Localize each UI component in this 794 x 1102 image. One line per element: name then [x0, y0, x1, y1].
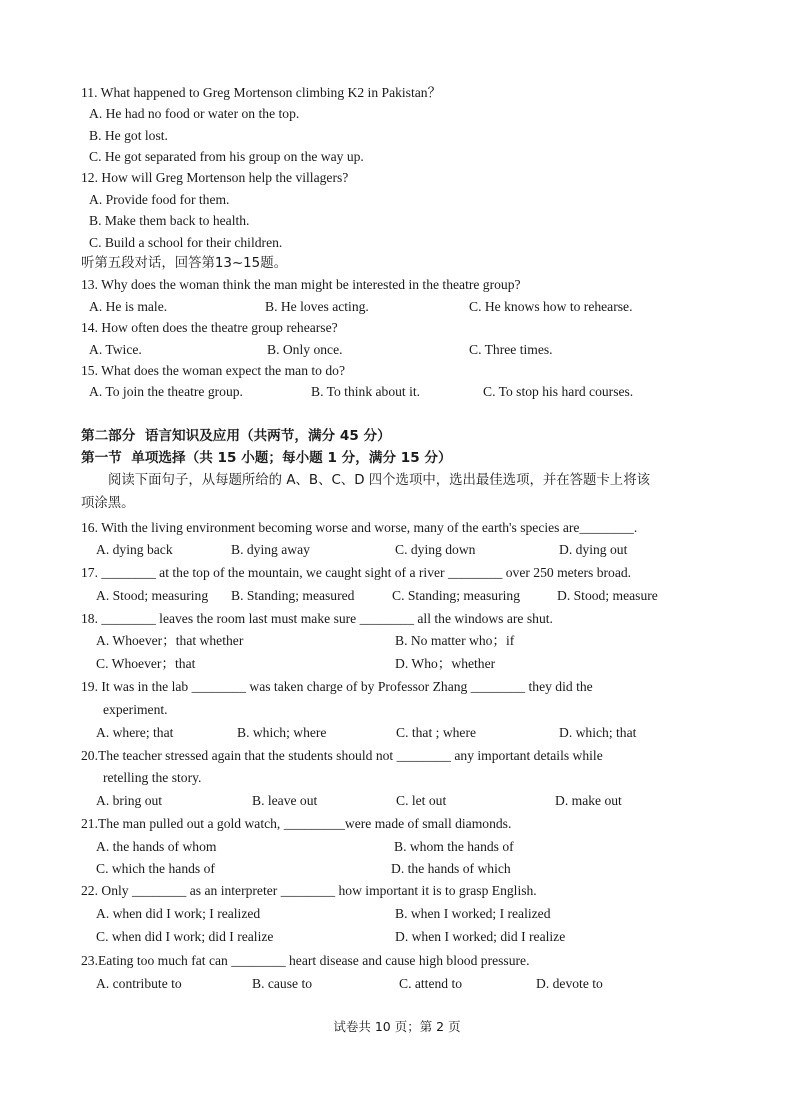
option-11c: C. He got separated from his group on the way up.	[89, 149, 364, 164]
option-17b: B. Standing; measured	[231, 588, 355, 603]
option-18a: A. Whoever；that whether	[96, 633, 244, 648]
dialogue-5-instruction: 听第五段对话，回答第13~15题。	[81, 256, 287, 271]
option-21a: A. the hands of whom	[96, 839, 217, 854]
option-15c: C. To stop his hard courses.	[483, 384, 634, 399]
option-23d: D. devote to	[536, 976, 603, 991]
option-12b: B. Make them back to health.	[89, 213, 250, 228]
instructions-line-2: 项涂黑。	[81, 496, 135, 511]
question-16: 16. With the living environment becoming worse and worse, many of the earth's species are________.	[81, 520, 638, 535]
option-21b: B. whom the hands of	[394, 839, 514, 854]
option-19b: B. which; where	[237, 725, 327, 740]
option-23b: B. cause to	[252, 976, 313, 991]
question-20-continued: retelling the story.	[103, 770, 202, 785]
option-20b: B. leave out	[252, 793, 318, 808]
option-13a: A. He is male.	[89, 299, 168, 314]
instructions-line-1: 阅读下面句子，从每题所给的 A、B、C、D 四个选项中，选出最佳选项，并在答题卡上将该	[108, 473, 650, 488]
question-20: 20.The teacher stressed again that the students should not ________ any important details while	[81, 748, 603, 763]
question-18: 18. ________ leaves the room last must make sure ________ all the windows are shut.	[81, 611, 553, 626]
option-20c: C. let out	[396, 793, 447, 808]
option-18d: D. Who；whether	[395, 656, 496, 671]
question-11: 11. What happened to Greg Mortenson climbing K2 in Pakistan？	[81, 85, 442, 100]
question-22: 22. Only ________ as an interpreter ________ how important it is to grasp English.	[81, 883, 537, 898]
option-16a: A. dying back	[96, 542, 173, 557]
question-17: 17. ________ at the top of the mountain, we caught sight of a river ________ over 250 meters broad.	[81, 565, 632, 580]
option-17a: A. Stood; measuring	[96, 588, 209, 603]
option-18c: C. Whoever；that	[96, 656, 196, 671]
question-12: 12. How will Greg Mortenson help the villagers?	[81, 170, 349, 185]
option-12a: A. Provide food for them.	[89, 192, 230, 207]
option-22d: D. when I worked; did I realize	[395, 929, 566, 944]
option-17c: C. Standing; measuring	[392, 588, 520, 603]
part-2-heading: 第二部分 语言知识及应用（共两节，满分 45 分）	[81, 428, 391, 444]
option-23a: A. contribute to	[96, 976, 182, 991]
option-19d: D. which; that	[559, 725, 637, 740]
question-14: 14. How often does the theatre group rehearse?	[81, 320, 338, 335]
option-22c: C. when did I work; did I realize	[96, 929, 274, 944]
section-1-heading: 第一节 单项选择（共 15 小题；每小题 1 分，满分 15 分）	[81, 450, 452, 466]
option-21c: C. which the hands of	[96, 861, 215, 876]
option-23c: C. attend to	[399, 976, 463, 991]
option-20a: A. bring out	[96, 793, 163, 808]
option-15a: A. To join the theatre group.	[89, 384, 243, 399]
option-16b: B. dying away	[231, 542, 310, 557]
option-19a: A. where; that	[96, 725, 174, 740]
option-11a: A. He had no food or water on the top.	[89, 106, 300, 121]
question-19: 19. It was in the lab ________ was taken charge of by Professor Zhang ________ they did the	[81, 679, 593, 694]
option-12c: C. Build a school for their children.	[89, 235, 283, 250]
option-15b: B. To think about it.	[311, 384, 421, 399]
option-13c: C. He knows how to rehearse.	[469, 299, 633, 314]
question-19-continued: experiment.	[103, 702, 168, 717]
option-16c: C. dying down	[395, 542, 476, 557]
option-13b: B. He loves acting.	[265, 299, 369, 314]
question-21: 21.The man pulled out a gold watch, _________were made of small diamonds.	[81, 816, 512, 831]
option-14b: B. Only once.	[267, 342, 343, 357]
option-21d: D. the hands of which	[391, 861, 511, 876]
question-23: 23.Eating too much fat can ________ heart disease and cause high blood pressure.	[81, 953, 530, 968]
option-20d: D. make out	[555, 793, 622, 808]
page-footer: 试卷共 10 页；第 2 页	[333, 1019, 461, 1034]
option-22b: B. when I worked; I realized	[395, 906, 551, 921]
option-16d: D. dying out	[559, 542, 628, 557]
option-11b: B. He got lost.	[89, 128, 168, 143]
option-19c: C. that ; where	[396, 725, 477, 740]
option-17d: D. Stood; measure	[557, 588, 658, 603]
question-13: 13. Why does the woman think the man might be interested in the theatre group?	[81, 277, 521, 292]
option-14a: A. Twice.	[89, 342, 142, 357]
option-22a: A. when did I work; I realized	[96, 906, 261, 921]
question-15: 15. What does the woman expect the man to do?	[81, 363, 345, 378]
option-14c: C. Three times.	[469, 342, 553, 357]
option-18b: B. No matter who；if	[395, 633, 515, 648]
